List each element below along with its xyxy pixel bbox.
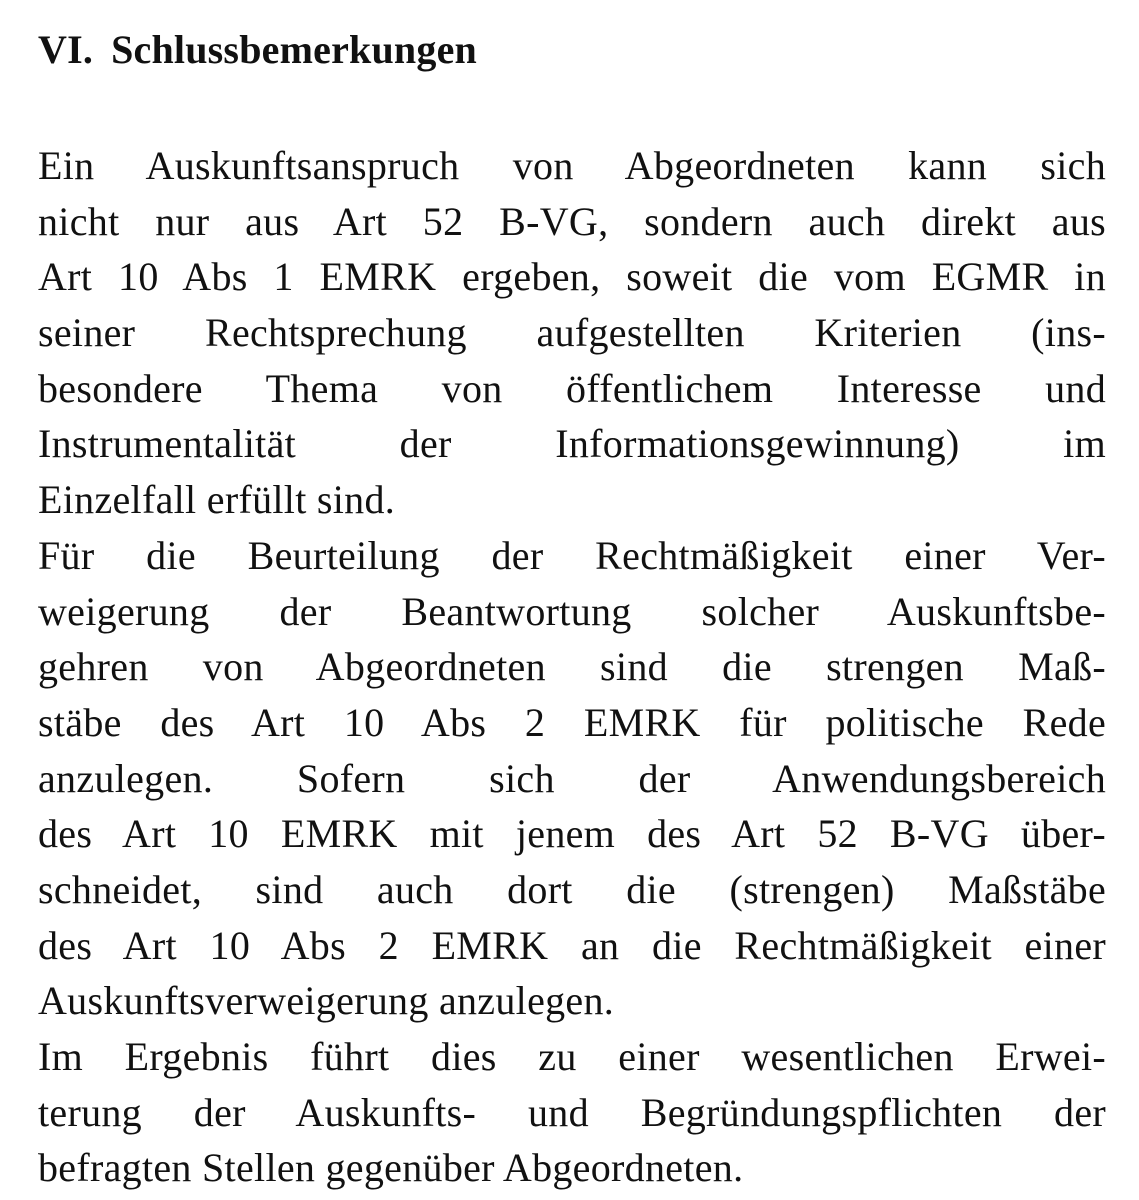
text-line: seiner Rechtsprechung aufgestellten Kriterien (ins-: [38, 310, 1106, 356]
text-line: Art 10 Abs 1 EMRK ergeben, soweit die vom EGMR in: [38, 254, 1106, 300]
body-text: [38, 138, 1106, 1196]
text-line: des Art 10 EMRK mit jenem des Art 52 B-VG über-: [38, 811, 1106, 857]
text-line: besondere Thema von öffentlichem Interesse und: [38, 365, 1106, 411]
text-line: des Art 10 Abs 2 EMRK an die Rechtmäßigkeit einer: [38, 922, 1106, 968]
paragraph-1: [38, 138, 1106, 528]
text-line: Einzelfall erfüllt sind.: [38, 477, 396, 523]
text-line: Auskunftsverweigerung anzulegen.: [38, 978, 615, 1024]
text-line: weigerung der Beantwortung solcher Auskunftsbe-: [38, 588, 1106, 634]
text-line: Für die Beurteilung der Rechtmäßigkeit einer Ver-: [38, 532, 1106, 578]
section-number: VI.: [38, 27, 94, 72]
text-line: anzulegen. Sofern sich der Anwendungsbereich: [38, 755, 1106, 801]
text-line: gehren von Abgeordneten sind die strengen Maß-: [38, 644, 1106, 690]
section-title: Schlussbemerkungen: [111, 27, 477, 72]
section-heading: [38, 26, 477, 74]
text-line: Instrumentalität der Informationsgewinnung) im: [38, 421, 1106, 467]
text-line: Ein Auskunftsanspruch von Abgeordneten kann sich: [38, 143, 1106, 188]
paragraph-2: [38, 528, 1106, 1029]
text-line: stäbe des Art 10 Abs 2 EMRK für politische Rede: [38, 699, 1106, 745]
text-line: terung der Auskunfts- und Begründungspflichten der: [38, 1089, 1106, 1135]
text-line: nicht nur aus Art 52 B-VG, sondern auch direkt aus: [38, 198, 1106, 244]
text-line: schneidet, sind auch dort die (strengen) Maßstäbe: [38, 866, 1106, 912]
paragraph-3: [38, 1029, 1106, 1196]
text-line: Im Ergebnis führt dies zu einer wesentlichen Erwei-: [38, 1034, 1106, 1079]
text-line: befragten Stellen gegenüber Abgeordneten.: [38, 1145, 744, 1191]
